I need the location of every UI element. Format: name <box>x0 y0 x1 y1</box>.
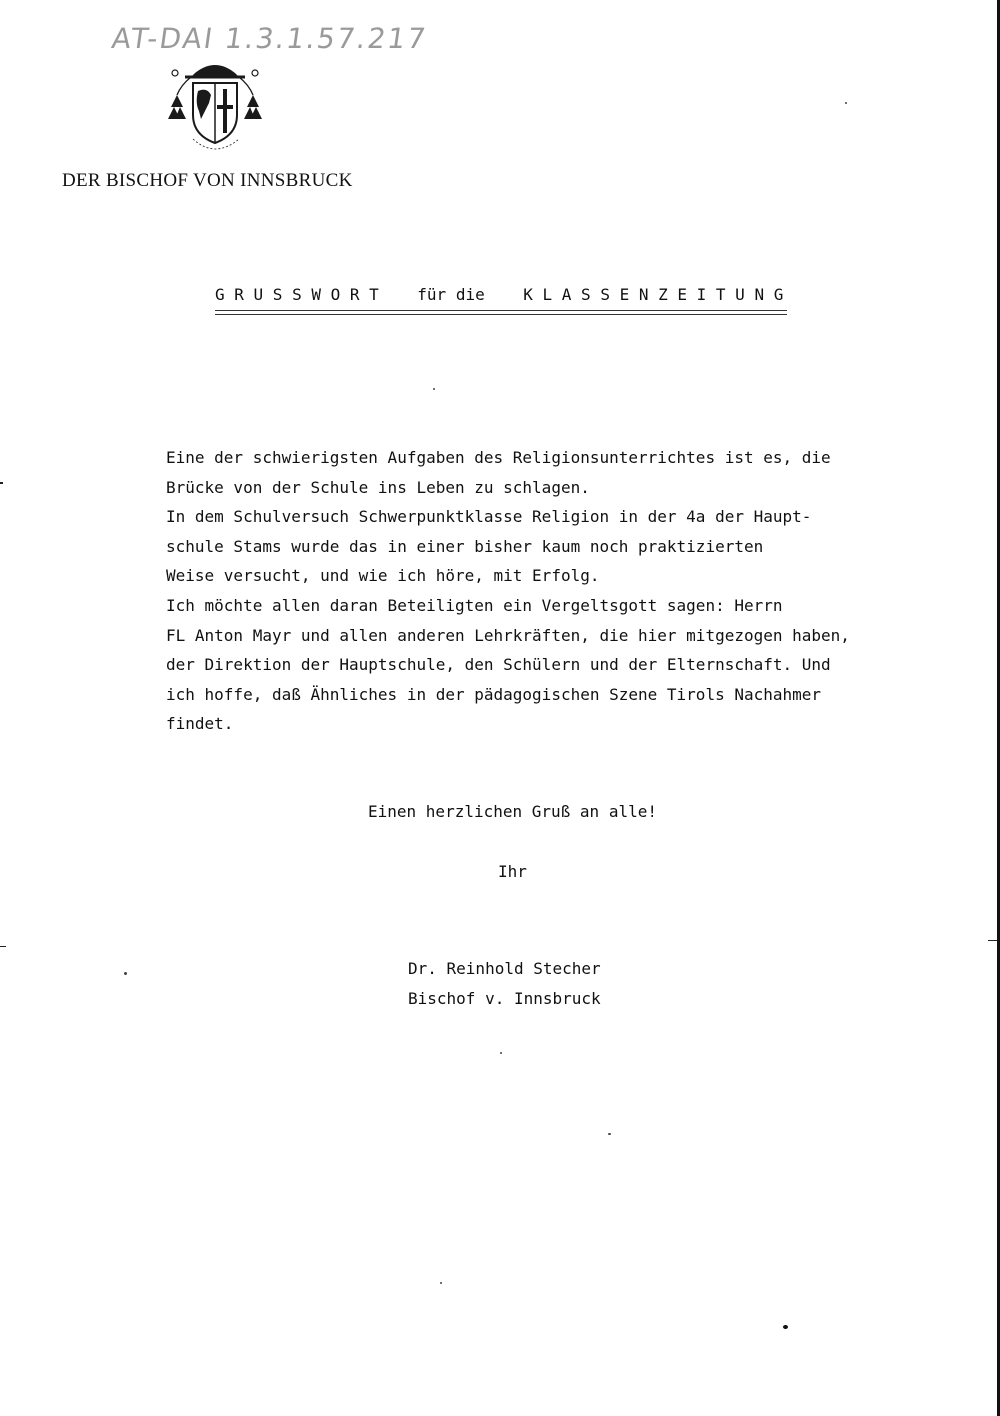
letter-body <box>166 443 896 739</box>
signature-block <box>408 954 601 1014</box>
body-line: findet. <box>166 714 234 734</box>
scan-speck <box>433 388 435 390</box>
scan-speck <box>440 1282 442 1284</box>
body-line: schule Stams wurde das in einer bisher kaum noch praktizierten <box>166 536 764 556</box>
greeting: Einen herzlichen Gruß an alle! <box>368 802 657 821</box>
scan-speck <box>500 1052 502 1054</box>
scan-edge-mark <box>0 482 3 484</box>
body-line: FL Anton Mayr und allen anderen Lehrkräften, die hier mitgezogen haben, <box>166 625 850 645</box>
scan-speck <box>124 972 127 975</box>
signatory-name: Dr. Reinhold Stecher <box>408 959 601 978</box>
archive-reference: AT-DAI 1.3.1.57.217 <box>109 22 430 55</box>
scan-speck <box>608 1133 611 1135</box>
letterhead: DER BISCHOF VON INNSBRUCK <box>62 170 353 191</box>
heading-double-underline <box>215 305 787 319</box>
scan-speck <box>845 102 847 104</box>
signatory-title: Bischof v. Innsbruck <box>408 989 601 1008</box>
scan-speck <box>783 1325 788 1329</box>
body-line: Ich möchte allen daran Beteiligten ein Vergeltsgott sagen: Herrn <box>166 595 783 615</box>
body-line: Eine der schwierigsten Aufgaben des Religionsunterrichtes ist es, die <box>166 448 831 467</box>
body-line: In dem Schulversuch Schwerpunktklasse Religion in der 4a der Haupt- <box>166 507 812 527</box>
scan-edge-mark <box>0 946 6 947</box>
closing: Ihr <box>498 862 527 881</box>
body-line: Weise versucht, und wie ich höre, mit Erfolg. <box>166 566 600 586</box>
episcopal-coat-of-arms-icon <box>165 55 265 165</box>
document-heading: G R U S S W O R T für die K L A S S E N Z E I T U N G <box>215 285 784 304</box>
body-line: ich hoffe, daß Ähnliches in der pädagogischen Szene Tirols Nachahmer <box>166 684 822 704</box>
body-line: Brücke von der Schule ins Leben zu schlagen. <box>166 477 590 497</box>
body-line: der Direktion der Hauptschule, den Schülern und der Elternschaft. Und <box>166 655 831 675</box>
